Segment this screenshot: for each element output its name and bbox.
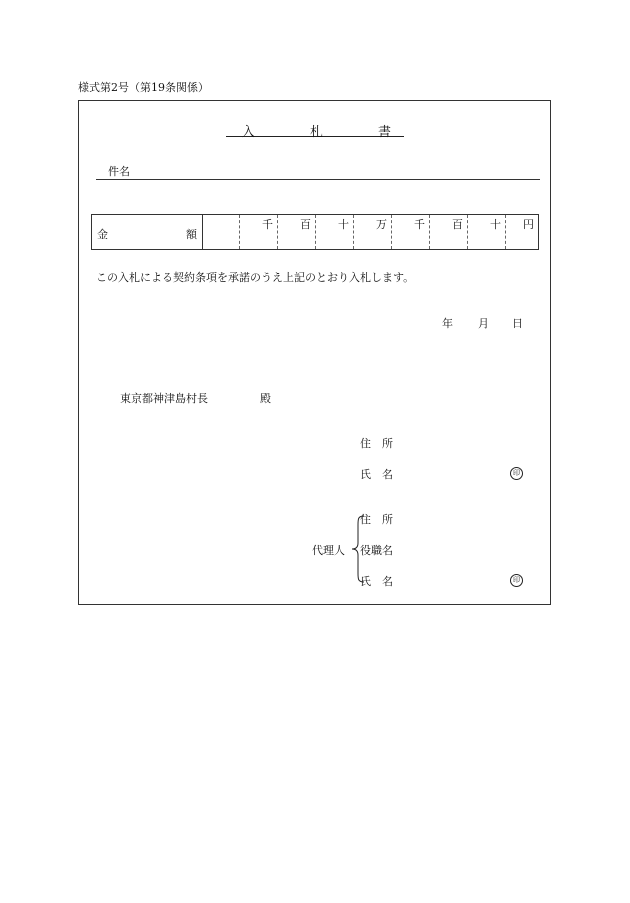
amount-table (91, 214, 539, 250)
agent-group-label: 代理人 (312, 544, 345, 557)
title-char-1: 入 (242, 125, 256, 140)
unit-label: 千 (414, 218, 425, 231)
digit-cell-hyaku-man[interactable] (278, 215, 315, 249)
unit-label: 万 (376, 218, 387, 231)
digit-cell-juu[interactable] (468, 215, 505, 249)
digit-cell-man[interactable] (354, 215, 391, 249)
unit-label: 百 (300, 218, 311, 231)
agent-address-label-1: 住 (360, 513, 371, 526)
digit-cell-hyaku[interactable] (430, 215, 467, 249)
unit-label: 百 (452, 218, 463, 231)
agreement-statement: この入札による契約条項を承諾のうえ上記のとおり入札します。 (96, 271, 415, 284)
agent-name-label-2: 名 (382, 575, 393, 588)
digit-cell-sen[interactable] (392, 215, 429, 249)
bidder-seal-icon: 印 (510, 467, 523, 480)
title-char-3: 書 (378, 125, 392, 140)
unit-label: 円 (523, 218, 534, 231)
agent-position-label: 役職名 (360, 544, 393, 557)
bidder-name-label-2: 名 (382, 468, 393, 481)
date-year-label: 年 (442, 317, 453, 330)
agent-name-label-1: 氏 (360, 575, 371, 588)
agent-seal-icon: 印 (510, 574, 523, 587)
addressee-name: 東京都神津島村長 (120, 392, 208, 405)
bidder-address-label-2: 所 (382, 437, 393, 450)
digit-cell-en[interactable] (506, 215, 538, 249)
digit-cell-juu-man[interactable] (316, 215, 353, 249)
subject-field[interactable] (140, 166, 538, 178)
subject-underline (96, 179, 540, 180)
date-month-label: 月 (478, 317, 489, 330)
bidder-address-label-1: 住 (360, 437, 371, 450)
digit-cell-sen-man[interactable] (240, 215, 277, 249)
amount-label-cell (92, 215, 203, 249)
unit-label: 十 (338, 218, 349, 231)
agent-address-label-2: 所 (382, 513, 393, 526)
amount-label-left: 金 (97, 228, 108, 241)
form-number: 様式第2号（第19条関係） (78, 81, 209, 94)
document-title (226, 121, 404, 140)
bidder-name-label-1: 氏 (360, 468, 371, 481)
unit-label: 千 (262, 218, 273, 231)
addressee-honorific: 殿 (260, 392, 271, 405)
amount-label-right: 額 (186, 228, 197, 241)
date-day-label: 日 (512, 317, 523, 330)
unit-label: 十 (490, 218, 501, 231)
amount-blank-cell[interactable] (203, 215, 238, 249)
title-char-2: 札 (310, 125, 324, 140)
subject-label: 件名 (108, 165, 130, 178)
